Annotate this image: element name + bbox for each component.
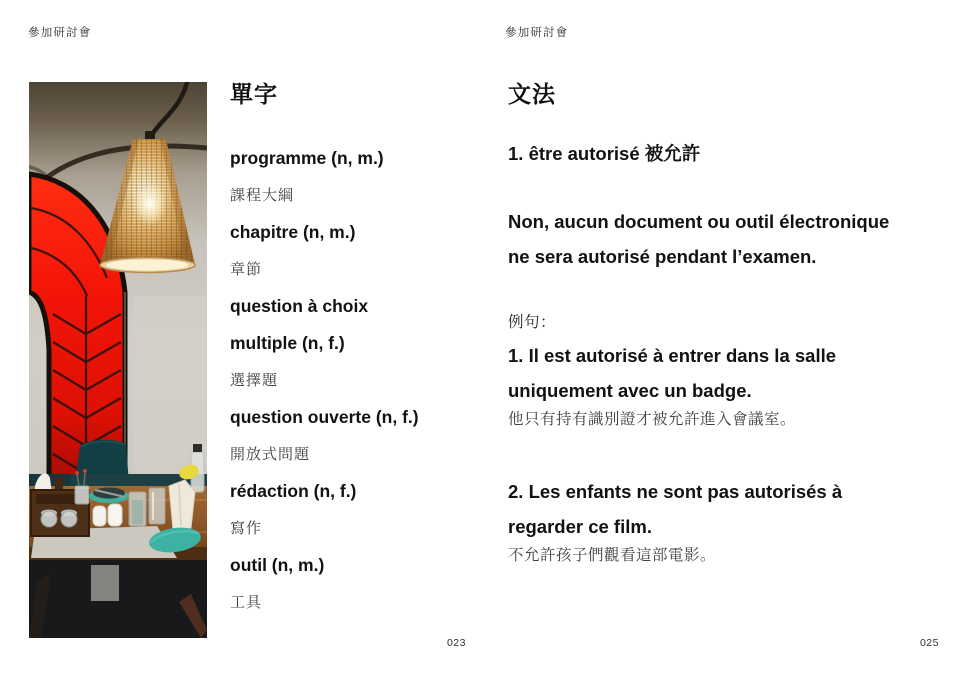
vocab-word: rédaction (n, f.) xyxy=(230,481,357,501)
vocab-word: question à choix xyxy=(230,296,369,316)
vocab-gloss: 寫作 xyxy=(230,520,263,537)
vocab-gloss: 工具 xyxy=(230,594,263,611)
example-french-line: regarder ce film. xyxy=(508,516,652,537)
vocab-gloss: 選擇題 xyxy=(230,372,279,389)
vocab-entry xyxy=(230,473,500,547)
cafe-lamp-photo xyxy=(29,82,207,638)
vocab-section-title: 單字 xyxy=(230,81,278,107)
vocab-entry xyxy=(230,140,500,214)
left-page-header: 參加研討會 xyxy=(28,27,92,39)
example-french-line: 2. Les enfants ne sont pas autorisés à xyxy=(508,481,843,502)
left-page-number: 023 xyxy=(446,637,466,649)
example-chinese: 不允許孩子們觀看這部電影。 xyxy=(508,547,717,564)
vocab-list xyxy=(230,140,500,621)
example-french-line: 1. Il est autorisé à entrer dans la salle xyxy=(508,345,837,366)
grammar-answer-line: ne sera autorisé pendant l’examen. xyxy=(508,246,817,267)
vocab-gloss: 開放式問題 xyxy=(230,446,311,463)
vocab-gloss: 章節 xyxy=(230,261,263,278)
example-chinese: 他只有持有識別證才被允許進入會議室。 xyxy=(508,411,797,428)
vocab-word: programme (n, m.) xyxy=(230,148,384,168)
examples-label: 例句： xyxy=(508,314,557,331)
grammar-rule: 1. être autorisé 被允許 xyxy=(508,143,701,164)
right-page-number: 025 xyxy=(919,637,939,649)
vocab-word: multiple (n, f.) xyxy=(230,333,345,353)
example-1 xyxy=(508,338,836,432)
vocab-entry xyxy=(230,399,500,473)
right-page-header: 參加研討會 xyxy=(505,27,569,39)
example-2 xyxy=(508,474,842,568)
vocab-entry xyxy=(230,547,500,621)
vocab-word: question ouverte (n, f.) xyxy=(230,407,419,427)
grammar-answer xyxy=(508,204,889,274)
grammar-section-title: 文法 xyxy=(508,81,556,107)
example-french-line: uniquement avec un badge. xyxy=(508,380,752,401)
cafe-lamp-illustration xyxy=(29,82,207,638)
vocab-word: chapitre (n, m.) xyxy=(230,222,356,242)
vocab-entry xyxy=(230,288,500,399)
vocab-gloss: 課程大綱 xyxy=(230,187,295,204)
grammar-answer-line: Non, aucun document ou outil électronique xyxy=(508,211,890,232)
vocab-entry xyxy=(230,214,500,288)
vocab-word: outil (n, m.) xyxy=(230,555,325,575)
